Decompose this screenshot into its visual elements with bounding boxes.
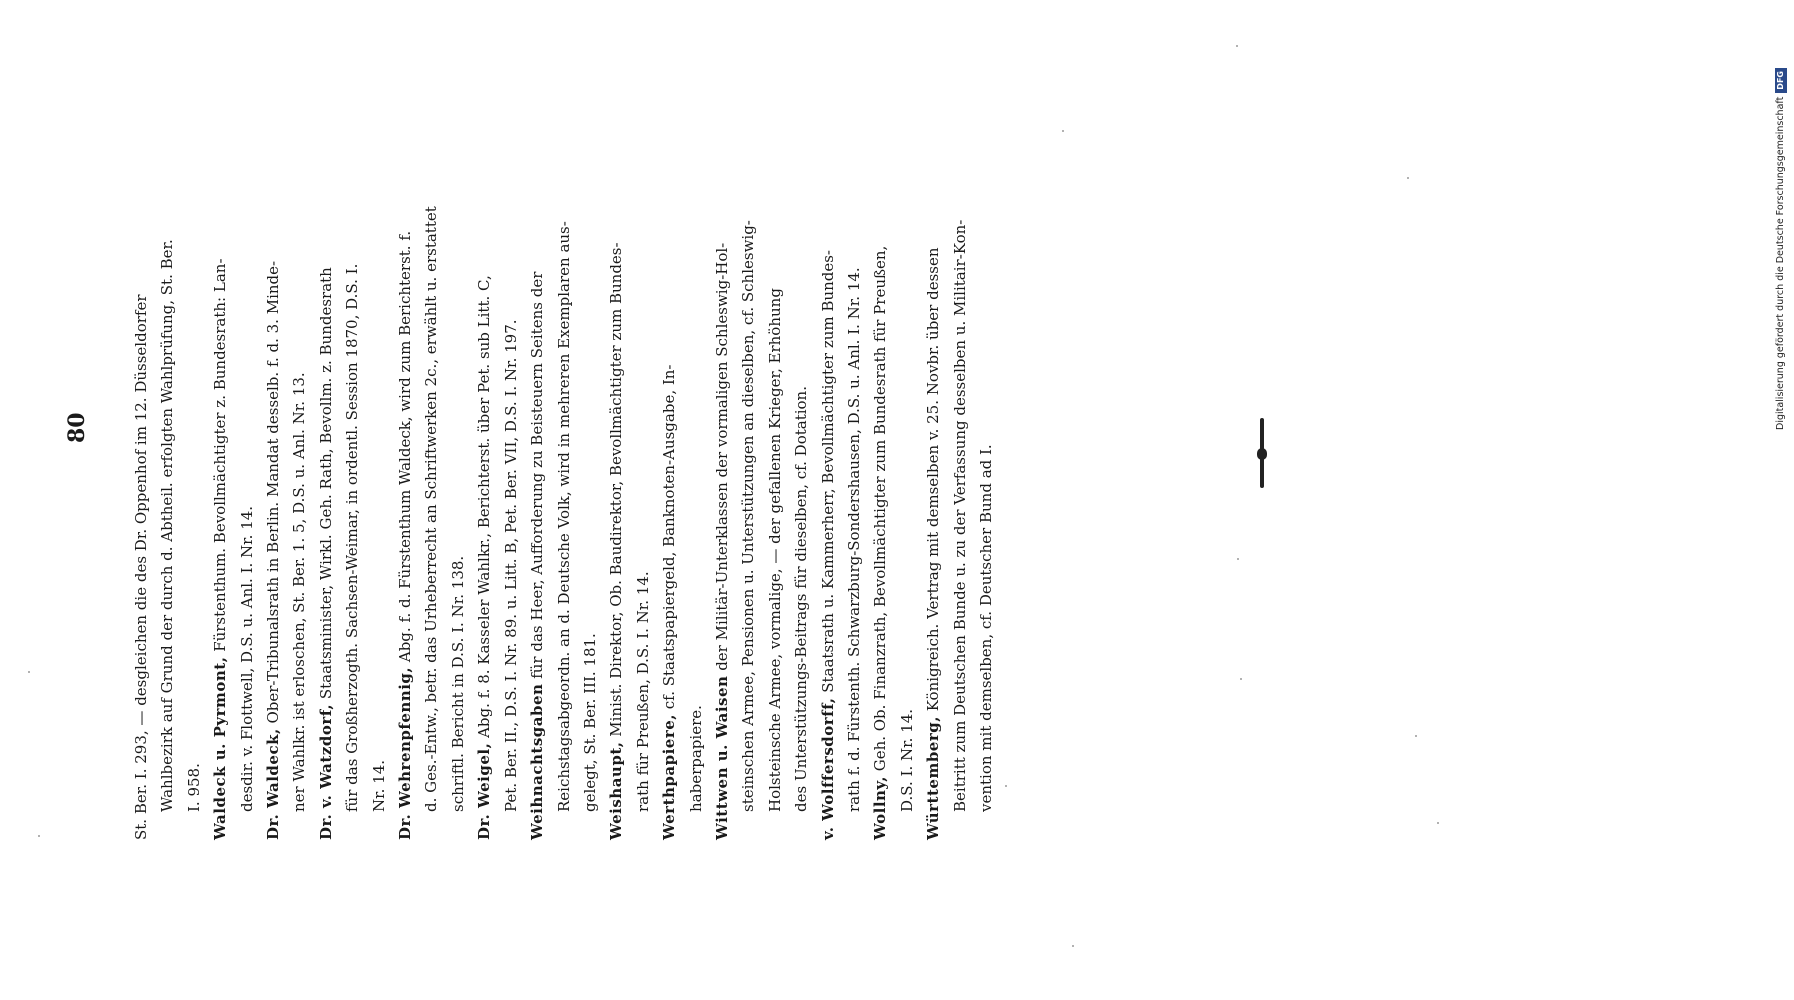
index-entry-line: Beitritt zum Deutschen Bunde u. zu der Verfassung desselben u. Militair-Kon- — [950, 219, 969, 812]
index-entry-line — [260, 10, 286, 840]
index-entry-text: Geh. Ob. Finanzrath, Bevollmächtigter zum Bundesrath für Preußen, — [871, 245, 890, 777]
index-entry-line: rath für Preußen, D.S. I. Nr. 14. — [633, 571, 652, 812]
scan-speck — [1005, 785, 1007, 787]
scan-speck — [1407, 177, 1409, 179]
scan-speck — [1437, 822, 1439, 824]
index-entry-line — [392, 10, 418, 840]
margin-mark-blob — [1257, 448, 1267, 460]
index-entry-text: der Militär-Unterklassen der vormaligen Schleswig-Hol- — [712, 242, 731, 676]
index-entry-line: I. 958. — [184, 763, 203, 812]
scan-speck — [1236, 45, 1238, 47]
page-number: 80 — [64, 412, 90, 443]
digitization-note — [1772, 10, 1792, 430]
index-entry — [524, 10, 603, 840]
index-entry-line: Wahlbezirk auf Grund der durch d. Abtheil. erfolgten Wahlprüfung, St. Ber. — [158, 239, 177, 812]
index-entry-line — [313, 10, 339, 840]
index-entry-line: des Unterstützungs-Beitrags für dieselben, cf. Dotation. — [792, 386, 811, 812]
index-entry-line: steinschen Armee, Pensionen u. Unterstützungen an dieselben, cf. Schleswig- — [739, 220, 758, 812]
index-entry-line: rath f. d. Fürstenth. Schwarzburg-Sondershausen, D.S. u. Anl. I. Nr. 14. — [844, 267, 863, 812]
scan-speck — [1415, 735, 1417, 737]
index-entry-text: Minist. Direktor, Ob. Baudirektor, Bevollmächtigter zum Bundes- — [607, 242, 626, 742]
index-entry-line — [603, 10, 629, 840]
index-entry-heading: Dr. Waldeck, — [264, 728, 283, 840]
index-entry-line: gelegt, St. Ber. III. 181. — [580, 633, 599, 812]
index-entry-line: D.S. I. Nr. 14. — [897, 708, 916, 812]
index-entry-text: Abg. f. d. Fürstenthum Waldeck, wird zum Berichterst. f. — [396, 230, 415, 667]
index-entry — [128, 10, 207, 840]
index-text-block — [128, 10, 1068, 860]
index-entry-line — [128, 10, 154, 840]
index-entry-line: Nr. 14. — [369, 759, 388, 812]
index-entry-heading: Wittwen u. Waisen — [712, 675, 731, 840]
index-entry-heading: Württemberg, — [924, 716, 943, 840]
index-entry-text: Staatsrath u. Kammerherr, Bevollmächtigter zum Bundes- — [818, 250, 837, 698]
index-entries — [128, 10, 999, 840]
index-entry-line — [920, 10, 946, 840]
scan-speck — [1062, 130, 1064, 132]
scan-speck — [28, 671, 30, 673]
index-entry-heading: v. Wolffersdorff, — [818, 697, 837, 840]
index-entry-line — [656, 10, 682, 840]
index-entry-text: cf. Staatspapiergeld, Banknoten-Ausgabe, In- — [660, 364, 679, 714]
index-entry-heading: Dr. Wehrenpfennig, — [396, 666, 415, 840]
index-entry-line — [471, 10, 497, 840]
index-entry — [313, 10, 392, 840]
index-entry-heading: Dr. v. Watzdorf, — [316, 703, 335, 840]
index-entry-text: St. Ber. I. 293, — desgleichen die des Dr. Oppenhof im 12. Düsseldorfer — [132, 294, 150, 840]
index-entry-heading: Weishaupt, — [607, 741, 626, 840]
index-entry-text: Fürstenthum. Bevollmächtigter z. Bundesrath: Lan- — [211, 258, 230, 657]
index-entry-text: Ober-Tribunalsrath in Berlin. Mandat desselb. f. d. 3. Minde- — [264, 260, 283, 729]
index-entry — [260, 10, 313, 840]
index-entry-text: Abg. f. 8. Kasseler Wahlkr., Berichterst. über Pet. sub Litt. C, — [475, 275, 494, 743]
dfg-logo: DFG — [1775, 68, 1787, 93]
index-entry-line: für das Großherzogth. Sachsen-Weimar, in ordentl. Session 1870, D.S. I. — [343, 263, 362, 812]
index-entry — [656, 10, 709, 840]
index-entry — [920, 10, 999, 840]
index-entry-line: ner Wahlkr. ist erloschen, St. Ber. 1. 5, D.S. u. Anl. Nr. 13. — [290, 372, 309, 812]
index-entry — [392, 10, 471, 840]
index-entry-line — [867, 10, 893, 840]
scan-speck — [38, 835, 40, 837]
index-entry-line: Reichstagsabgeordn. an d. Deutsche Volk, wird in mehreren Exemplaren aus- — [554, 221, 573, 812]
index-entry-line: Pet. Ber. II., D.S. I. Nr. 89. u. Litt. B, Pet. Ber. VII, D.S. I. Nr. 197. — [501, 319, 520, 812]
index-entry-text: Staatsminister, Wirkl. Geh. Rath, Bevollm. z. Bundesrath — [316, 267, 335, 704]
index-entry-text: für das Heer, Aufforderung zu Beisteuern Seitens der — [528, 271, 547, 684]
index-entry-line: d. Ges.-Entw., betr. das Urheberrecht an Schriftwerken 2c., erwählt u. erstattet — [422, 206, 441, 812]
index-entry — [207, 10, 260, 840]
index-entry-line: Holsteinsche Armee, vormalige, — der gefallenen Krieger, Erhöhung — [765, 288, 784, 812]
index-entry-line: vention mit demselben, cf. Deutscher Bund ad I. — [977, 444, 995, 812]
index-entry — [815, 10, 868, 840]
index-entry-heading: Weihnachtsgaben — [528, 683, 547, 840]
index-entry — [867, 10, 920, 840]
index-entry-line — [524, 10, 550, 840]
scan-speck — [1237, 558, 1239, 560]
index-entry-line: schriftl. Bericht in D.S. I. Nr. 138. — [448, 555, 467, 812]
digitization-note-text: Digitalisierung gefördert durch die Deutsche Forschungsgemeinschaft — [1775, 96, 1786, 430]
index-entry — [603, 10, 656, 840]
index-entry-line: desdir. v. Flottwell, D.S. u. Anl. I. Nr. 14. — [237, 505, 256, 812]
scan-speck — [1072, 945, 1074, 947]
index-entry-heading: Waldeck u. Pyrmont, — [211, 656, 230, 840]
index-entry-line — [709, 10, 735, 840]
index-entry-heading: Werthpapiere, — [660, 713, 679, 840]
index-entry — [471, 10, 524, 840]
index-entry-line: haberpapiere. — [686, 705, 705, 812]
index-entry-line — [815, 10, 841, 840]
scan-speck — [1240, 678, 1242, 680]
index-entry — [709, 10, 815, 840]
index-entry-heading: Dr. Weigel, — [475, 742, 494, 840]
index-entry-text: Königreich. Vertrag mit demselben v. 25. Novbr. über dessen — [924, 247, 943, 717]
index-entry-line — [207, 10, 233, 840]
index-entry-heading: Wollny, — [871, 776, 890, 840]
